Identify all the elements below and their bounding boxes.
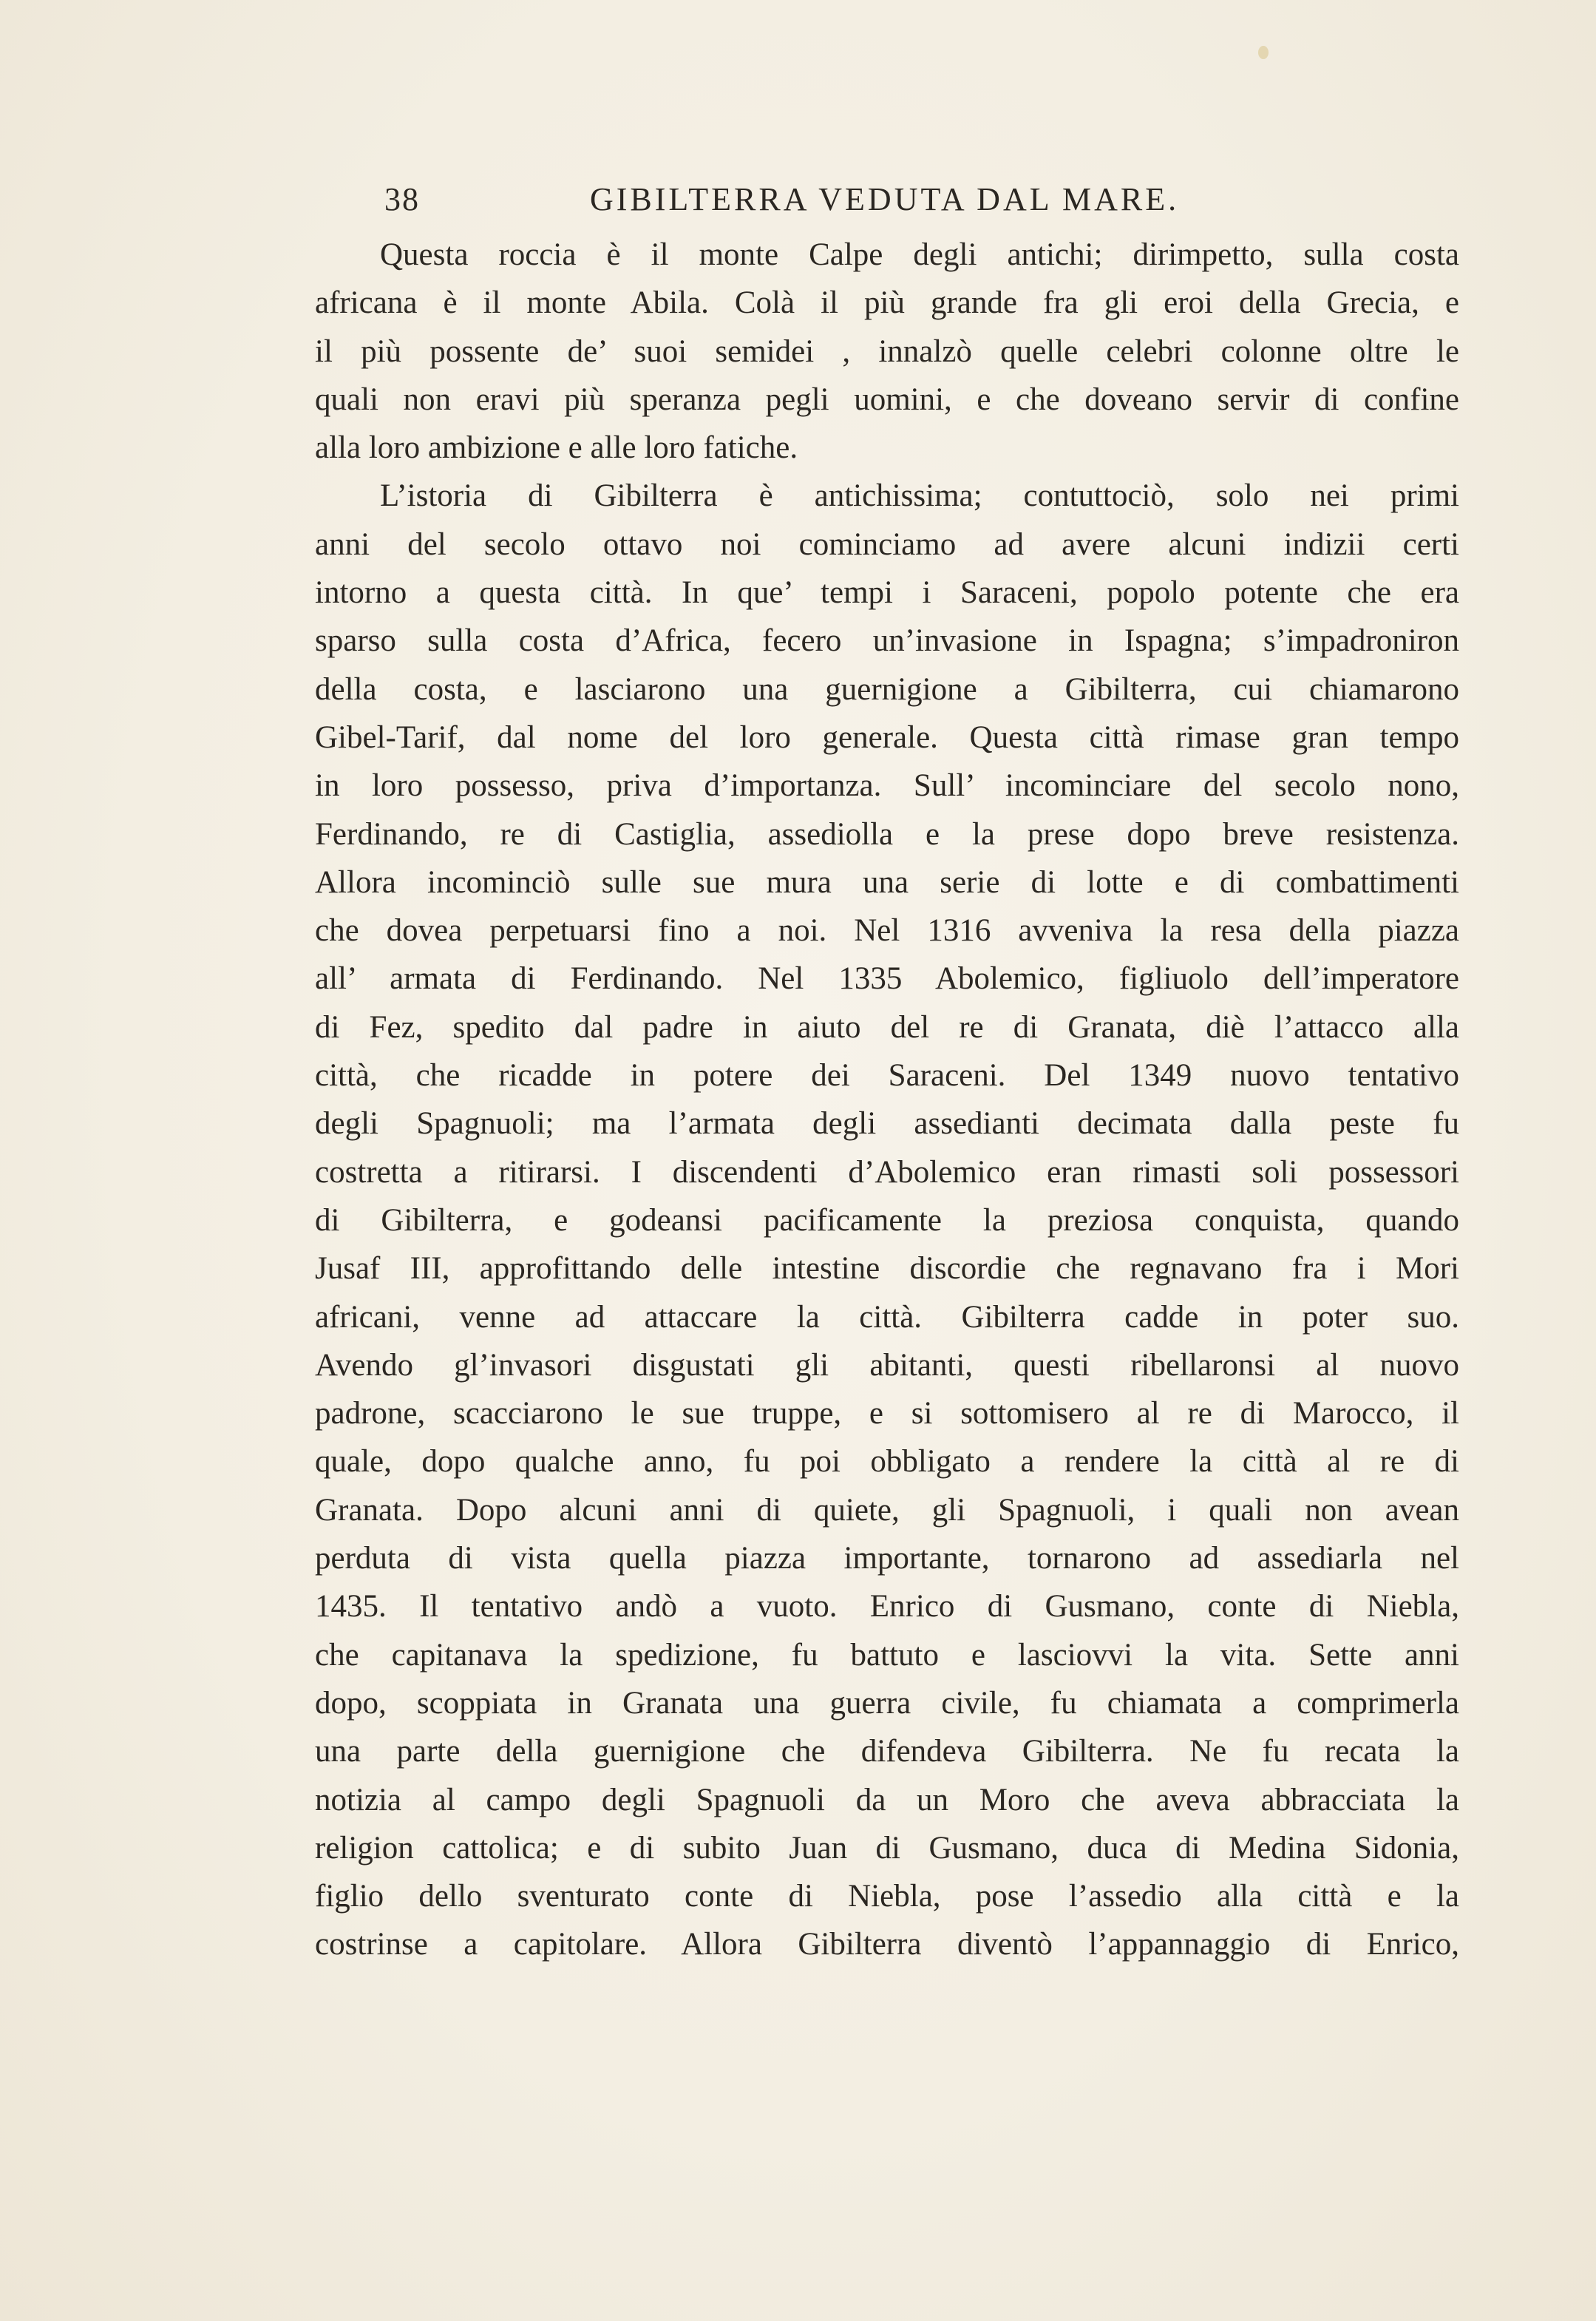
text-line: quali non eravi più speranza pegli uomini, e che doveano servir di confine xyxy=(315,382,1459,417)
text-line: costretta a ritirarsi. I discendenti d’Abolemico eran rimasti soli possessori xyxy=(315,1154,1459,1190)
text-line: intorno a questa città. In que’ tempi i Saraceni, popolo potente che era xyxy=(315,575,1459,611)
text-line: quale, dopo qualche anno, fu poi obbligato a rendere la città al re di xyxy=(315,1444,1459,1480)
body-text xyxy=(315,231,1459,1969)
text-line: che capitanava la spedizione, fu battuto e lasciovvi la vita. Sette anni xyxy=(315,1637,1459,1673)
text-line: Ferdinando, re di Castiglia, assediolla e la prese dopo breve resistenza. xyxy=(315,816,1459,852)
text-line: notizia al campo degli Spagnuoli da un Moro che aveva abbracciata la xyxy=(315,1782,1459,1817)
running-title: GIBILTERRA VEDUTA DAL MARE. xyxy=(590,181,1180,217)
page-number: 38 xyxy=(384,181,420,217)
text-line: figlio dello sventurato conte di Niebla, pose l’assedio alla città e la xyxy=(315,1879,1459,1914)
text-line: africana è il monte Abila. Colà il più grande fra gli eroi della Grecia, e xyxy=(315,285,1459,321)
text-line: costrinse a capitolare. Allora Gibilterra diventò l’appannaggio di Enrico, xyxy=(315,1927,1459,1962)
text-line: Allora incominciò sulle sue mura una serie di lotte e di combattimenti xyxy=(315,864,1459,900)
text-line: Questa roccia è il monte Calpe degli antichi; dirimpetto, sulla costa xyxy=(380,237,1459,272)
text-line: il più possente de’ suoi semidei , innalzò quelle celebri colonne oltre le xyxy=(315,333,1459,369)
text-line: anni del secolo ottavo noi cominciamo ad avere alcuni indizii certi xyxy=(315,526,1459,562)
text-line: Gibel-Tarif, dal nome del loro generale. Questa città rimase gran tempo xyxy=(315,719,1459,755)
text-line: una parte della guernigione che difendeva Gibilterra. Ne fu recata la xyxy=(315,1734,1459,1769)
text-line: sparso sulla costa d’Africa, fecero un’invasione in Ispagna; s’impadroniron xyxy=(315,623,1459,659)
text-line: alla loro ambizione e alle loro fatiche. xyxy=(315,430,798,466)
text-line: padrone, scacciarono le sue truppe, e si sottomisero al re di Marocco, il xyxy=(315,1396,1459,1431)
running-head xyxy=(384,180,1538,232)
text-line: degli Spagnuoli; ma l’armata degli assedianti decimata dalla peste fu xyxy=(315,1106,1459,1142)
text-line: che dovea perpetuarsi fino a noi. Nel 1316 avveniva la resa della piazza xyxy=(315,913,1459,949)
text-line: della costa, e lasciarono una guernigione a Gibilterra, cui chiamarono xyxy=(315,671,1459,707)
text-line: L’istoria di Gibilterra è antichissima; contuttociò, solo nei primi xyxy=(380,478,1459,514)
text-line: 1435. Il tentativo andò a vuoto. Enrico di Gusmano, conte di Niebla, xyxy=(315,1589,1459,1624)
text-line: dopo, scoppiata in Granata una guerra civile, fu chiamata a comprimerla xyxy=(315,1685,1459,1721)
text-line: città, che ricadde in potere dei Saraceni. Del 1349 nuovo tentativo xyxy=(315,1058,1459,1094)
paper-stain xyxy=(1258,46,1269,59)
text-line: Granata. Dopo alcuni anni di quiete, gli Spagnuoli, i quali non avean xyxy=(315,1492,1459,1528)
text-line: africani, venne ad attaccare la città. Gibilterra cadde in poter suo. xyxy=(315,1299,1459,1335)
text-line: di Gibilterra, e godeansi pacificamente la preziosa conquista, quando xyxy=(315,1202,1459,1238)
text-line: in loro possesso, priva d’importanza. Sull’ incominciare del secolo nono, xyxy=(315,768,1459,804)
text-line: all’ armata di Ferdinando. Nel 1335 Abolemico, figliuolo dell’imperatore xyxy=(315,961,1459,997)
text-line: perduta di vista quella piazza importante, tornarono ad assediarla nel xyxy=(315,1541,1459,1576)
text-line: di Fez, spedito dal padre in aiuto del re di Granata, diè l’attacco alla xyxy=(315,1009,1459,1045)
text-line: Jusaf III, approfittando delle intestine discordie che regnavano fra i Mori xyxy=(315,1251,1459,1287)
text-line: religion cattolica; e di subito Juan di Gusmano, duca di Medina Sidonia, xyxy=(315,1830,1459,1866)
text-line: Avendo gl’invasori disgustati gli abitanti, questi ribellaronsi al nuovo xyxy=(315,1347,1459,1383)
